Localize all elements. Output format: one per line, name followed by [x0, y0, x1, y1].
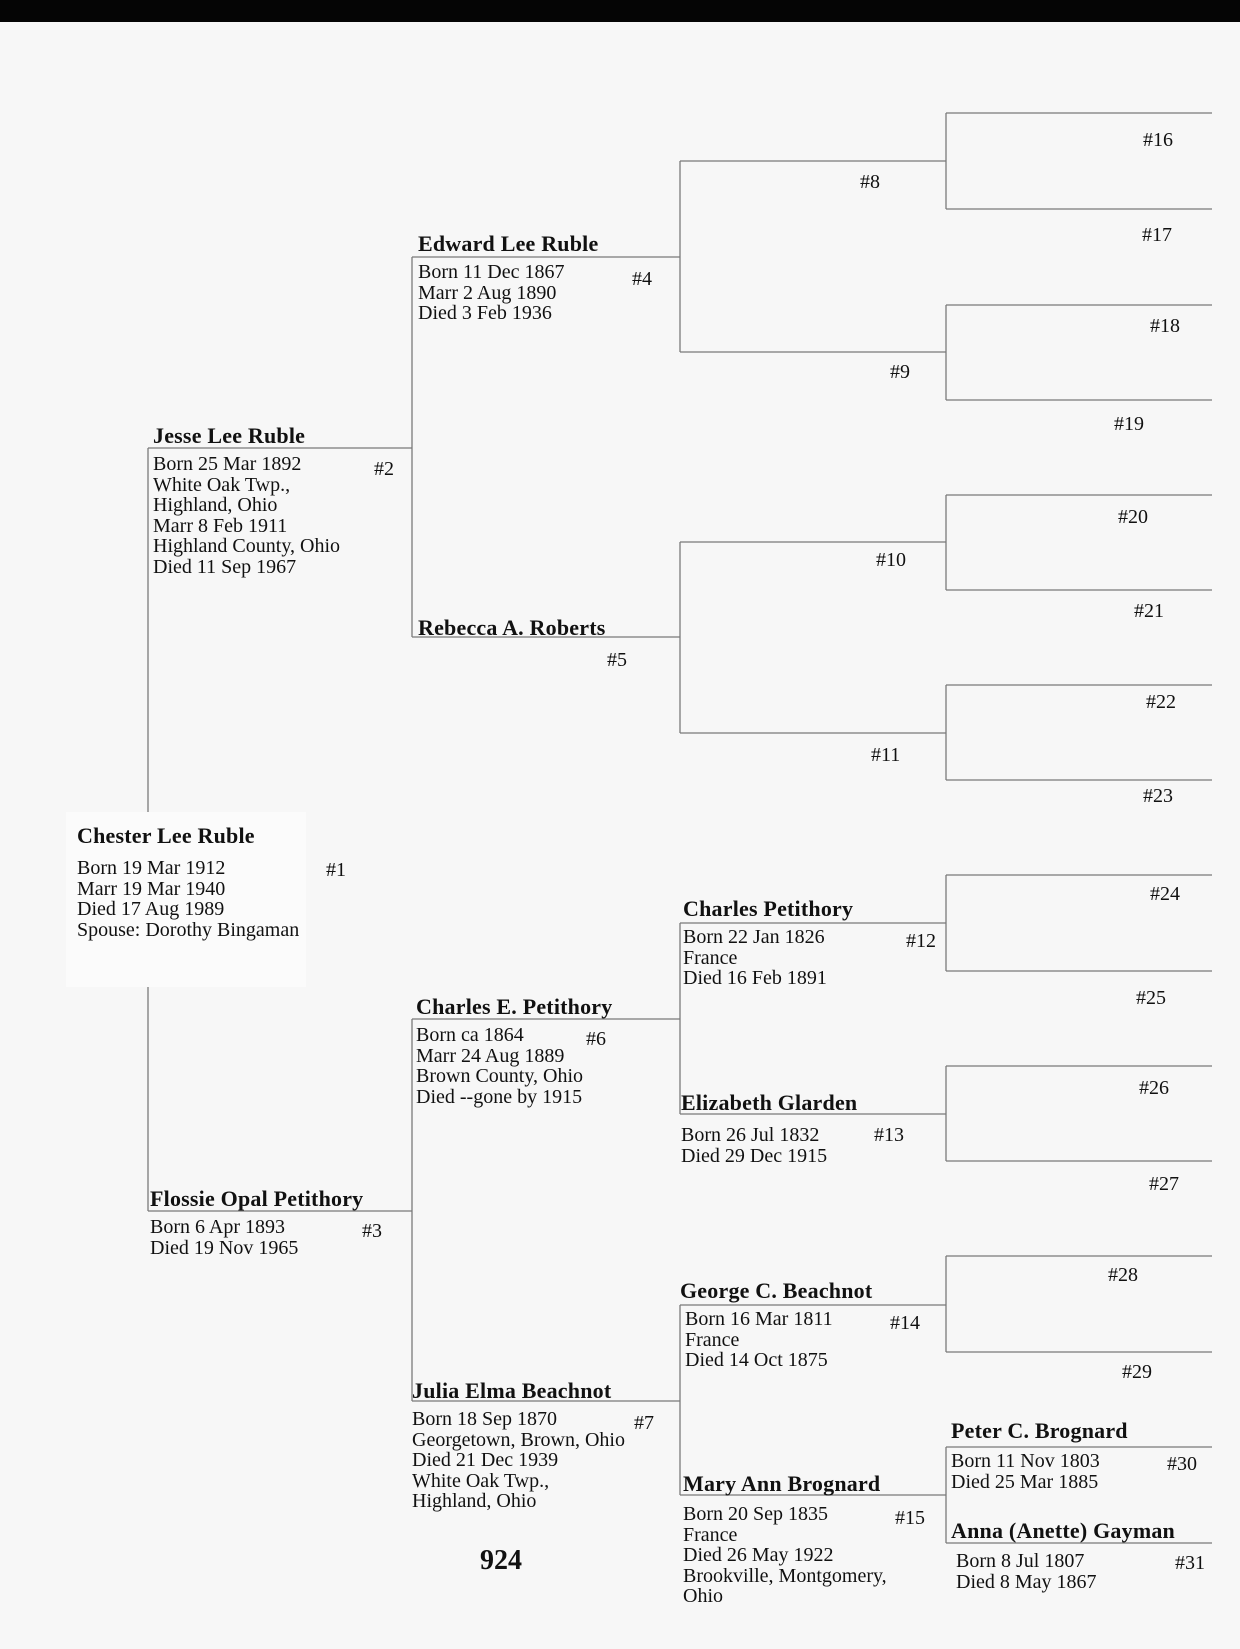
- slot-number: #18: [1150, 315, 1180, 337]
- detail-line: Died 17 Aug 1989: [77, 898, 225, 920]
- person-details: [150, 1217, 363, 1258]
- ahnentafel-number: #13: [874, 1124, 904, 1146]
- person-details: [418, 262, 598, 324]
- ahnentafel-number: #7: [634, 1412, 654, 1434]
- person-name: Chester Lee Ruble: [77, 823, 255, 848]
- person-name: Jesse Lee Ruble: [153, 423, 306, 448]
- slot-number: #19: [1114, 413, 1144, 435]
- slot-number: #29: [1122, 1361, 1152, 1383]
- detail-line: Highland, Ohio: [153, 494, 278, 516]
- ahnentafel-number: #1: [326, 859, 346, 881]
- ahnentafel-number: #5: [607, 649, 627, 671]
- slot-number: #16: [1143, 129, 1173, 151]
- detail-line: Born 16 Mar 1811: [685, 1308, 833, 1330]
- slot-number: #22: [1146, 691, 1176, 713]
- slot-number: #21: [1134, 600, 1164, 622]
- slot-number: #10: [876, 549, 906, 571]
- person-name: George C. Beachnot: [680, 1278, 873, 1303]
- detail-line: Born 19 Mar 1912: [77, 857, 226, 879]
- ahnentafel-number: #31: [1175, 1552, 1205, 1574]
- slot-number: #24: [1150, 883, 1180, 905]
- person-details: [951, 1551, 1175, 1592]
- detail-line: White Oak Twp.,: [153, 473, 291, 496]
- person-details: [153, 454, 340, 577]
- person-3: [150, 1187, 363, 1258]
- person-name: Flossie Opal Petithory: [150, 1186, 364, 1211]
- person-5: [418, 616, 606, 640]
- slot-number: #26: [1139, 1077, 1169, 1099]
- slot-number: #11: [871, 744, 901, 766]
- detail-line: Died 29 Dec 1915: [681, 1144, 828, 1167]
- person-name: Edward Lee Ruble: [418, 231, 599, 256]
- detail-line: France: [685, 1328, 740, 1351]
- slot-number: #28: [1108, 1264, 1138, 1286]
- detail-line: France: [683, 946, 738, 969]
- person-name: Julia Elma Beachnot: [412, 1378, 612, 1403]
- person-name: Charles E. Petithory: [416, 994, 613, 1019]
- person-details: [683, 1504, 887, 1607]
- person-name: Rebecca A. Roberts: [418, 615, 606, 640]
- detail-line: Born 20 Sep 1835: [683, 1503, 828, 1525]
- detail-line: Marr 2 Aug 1890: [418, 281, 557, 304]
- detail-line: France: [683, 1523, 738, 1546]
- ahnentafel-number: #6: [586, 1028, 606, 1050]
- ahnentafel-number: #15: [895, 1507, 925, 1529]
- detail-line: Died 26 May 1922: [683, 1544, 834, 1566]
- detail-line: Died 8 May 1867: [956, 1570, 1097, 1593]
- slot-number: #27: [1149, 1173, 1179, 1195]
- ahnentafel-number: #2: [374, 458, 394, 480]
- person-details: [683, 927, 853, 989]
- person-30: [951, 1419, 1128, 1492]
- slot-number: #23: [1143, 785, 1173, 807]
- person-details: [681, 1125, 857, 1166]
- detail-line: Ohio: [683, 1585, 723, 1607]
- detail-line: Born 22 Jan 1826: [683, 926, 825, 948]
- detail-line: Died 19 Nov 1965: [150, 1236, 299, 1259]
- detail-line: Died 16 Feb 1891: [683, 967, 827, 989]
- ahnentafel-number: #12: [906, 930, 936, 952]
- person-name: Elizabeth Glarden: [681, 1090, 858, 1115]
- slot-number: #8: [860, 171, 880, 193]
- detail-line: Born ca 1864: [416, 1024, 524, 1046]
- detail-line: Marr 8 Feb 1911: [153, 514, 288, 537]
- person-15: [683, 1472, 887, 1607]
- detail-line: Georgetown, Brown, Ohio: [412, 1428, 625, 1451]
- person-2: [153, 424, 340, 577]
- person-1: [77, 824, 299, 940]
- person-name: Anna (Anette) Gayman: [951, 1518, 1175, 1543]
- person-7: [412, 1379, 625, 1512]
- slot-number: #25: [1136, 987, 1166, 1009]
- person-details: [412, 1409, 625, 1512]
- slot-number: #9: [890, 361, 910, 383]
- person-details: [77, 858, 299, 940]
- detail-line: Born 8 Jul 1807: [956, 1550, 1085, 1572]
- person-name: Peter C. Brognard: [951, 1418, 1128, 1443]
- detail-line: Born 11 Dec 1867: [418, 261, 565, 283]
- detail-line: Born 11 Nov 1803: [951, 1450, 1100, 1472]
- detail-line: Died 14 Oct 1875: [685, 1349, 828, 1371]
- detail-line: Brookville, Montgomery,: [683, 1564, 887, 1587]
- detail-line: Born 26 Jul 1832: [681, 1124, 820, 1146]
- person-name: Mary Ann Brognard: [683, 1471, 881, 1496]
- detail-line: Born 25 Mar 1892: [153, 453, 302, 475]
- detail-line: Highland County, Ohio: [153, 535, 341, 557]
- detail-line: Died 11 Sep 1967: [153, 555, 297, 578]
- person-12: [683, 897, 853, 989]
- person-31: [951, 1519, 1175, 1592]
- detail-line: Marr 24 Aug 1889: [416, 1044, 565, 1067]
- detail-line: Born 18 Sep 1870: [412, 1408, 557, 1430]
- detail-line: White Oak Twp.,: [412, 1469, 550, 1492]
- page-number: 924: [480, 1545, 522, 1576]
- detail-line: Spouse: Dorothy Bingaman: [77, 918, 300, 941]
- ahnentafel-number: #4: [632, 268, 652, 290]
- detail-line: Brown County, Ohio: [416, 1065, 584, 1087]
- person-details: [680, 1309, 872, 1371]
- detail-line: Died 3 Feb 1936: [418, 302, 552, 324]
- detail-line: Died --gone by 1915: [416, 1085, 583, 1108]
- detail-line: Died 25 Mar 1885: [951, 1470, 1099, 1493]
- detail-line: Born 6 Apr 1893: [150, 1216, 285, 1238]
- detail-line: Highland, Ohio: [412, 1490, 537, 1512]
- slot-number: #17: [1142, 224, 1172, 246]
- ahnentafel-number: #3: [362, 1220, 382, 1242]
- person-4: [418, 232, 598, 324]
- person-13: [681, 1091, 857, 1166]
- person-details: [416, 1025, 612, 1107]
- person-details: [951, 1451, 1128, 1492]
- slot-number: #20: [1118, 506, 1148, 528]
- detail-line: Died 21 Dec 1939: [412, 1449, 559, 1471]
- person-6: [416, 995, 612, 1107]
- detail-line: Marr 19 Mar 1940: [77, 877, 226, 900]
- ahnentafel-number: #30: [1167, 1453, 1197, 1475]
- person-14: [680, 1279, 872, 1371]
- person-name: Charles Petithory: [683, 896, 854, 921]
- ahnentafel-number: #14: [890, 1312, 920, 1334]
